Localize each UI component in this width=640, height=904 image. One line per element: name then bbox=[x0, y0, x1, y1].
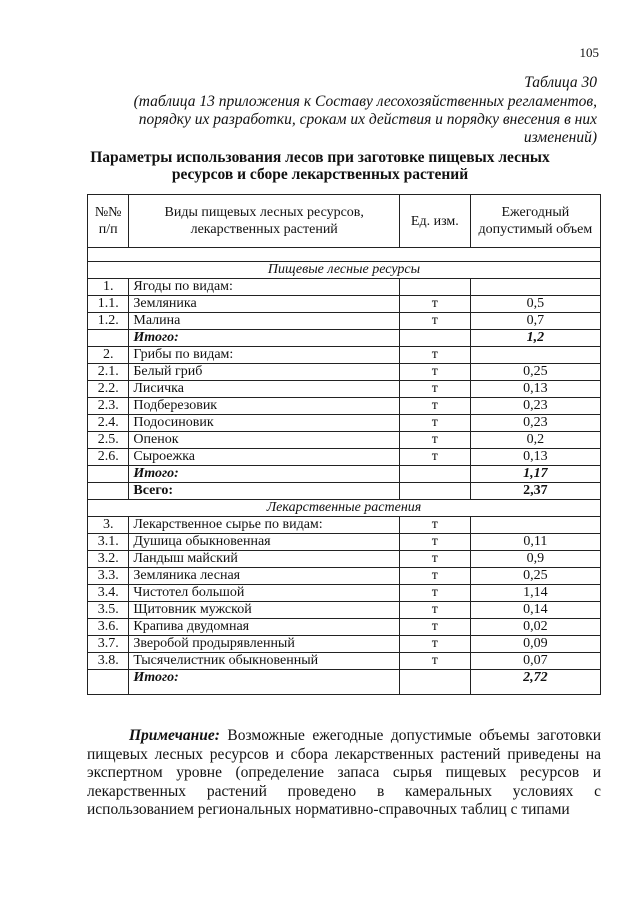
row-unit: т bbox=[400, 296, 471, 313]
row-name: Подберезовик bbox=[129, 398, 400, 415]
row-name: Лисичка bbox=[129, 381, 400, 398]
row-name: Малина bbox=[129, 313, 400, 330]
row-value: 0,2 bbox=[470, 432, 600, 449]
row-name: Подосиновик bbox=[129, 415, 400, 432]
row-unit: т bbox=[400, 517, 471, 534]
table-row bbox=[88, 364, 601, 381]
section-row bbox=[88, 262, 601, 279]
row-unit: т bbox=[400, 568, 471, 585]
table-row bbox=[88, 517, 601, 534]
table-subtitle: (таблица 13 приложения к Составу лесохозяйственных регламентов, порядку их разработки, срокам их действия и порядку внесения в них изменений) bbox=[133, 93, 597, 146]
row-unit: т bbox=[400, 602, 471, 619]
row-number bbox=[88, 466, 129, 483]
page-title bbox=[90, 149, 550, 183]
row-name: Земляника bbox=[129, 296, 400, 313]
row-value: 1,17 bbox=[470, 466, 600, 483]
header-unit: Ед. изм. bbox=[400, 195, 471, 248]
row-value: 0,23 bbox=[470, 415, 600, 432]
row-name: Итого: bbox=[129, 330, 400, 347]
row-name: Ягоды по видам: bbox=[129, 279, 400, 296]
row-number: 2.3. bbox=[88, 398, 129, 415]
row-number: 2. bbox=[88, 347, 129, 364]
row-value: 0,14 bbox=[470, 602, 600, 619]
row-number: 2.1. bbox=[88, 364, 129, 381]
row-name: Душица обыкновенная bbox=[129, 534, 400, 551]
row-unit: т bbox=[400, 415, 471, 432]
table-row bbox=[88, 602, 601, 619]
row-name: Грибы по видам: bbox=[129, 347, 400, 364]
table-row bbox=[88, 551, 601, 568]
row-number: 1.2. bbox=[88, 313, 129, 330]
row-unit bbox=[400, 466, 471, 483]
table-row bbox=[88, 313, 601, 330]
row-value: 2,72 bbox=[470, 670, 600, 695]
header-volume: Ежегодный допустимый объем bbox=[470, 195, 600, 248]
row-name: Ландыш майский bbox=[129, 551, 400, 568]
row-value: 0,07 bbox=[470, 653, 600, 670]
title-line: Параметры использования лесов при заготовке пищевых лесных bbox=[90, 149, 550, 166]
row-unit bbox=[400, 330, 471, 347]
row-value bbox=[470, 347, 600, 364]
table-row bbox=[88, 585, 601, 602]
row-value: 0,23 bbox=[470, 398, 600, 415]
title-line: ресурсов и сборе лекарственных растений bbox=[171, 166, 469, 183]
row-number: 3.1. bbox=[88, 534, 129, 551]
blank-cell bbox=[88, 248, 601, 262]
page-number: 105 bbox=[579, 45, 599, 60]
table-row bbox=[88, 534, 601, 551]
row-number: 3. bbox=[88, 517, 129, 534]
row-name: Итого: bbox=[129, 466, 400, 483]
section-row bbox=[88, 500, 601, 517]
row-number: 1.1. bbox=[88, 296, 129, 313]
row-value: 0,5 bbox=[470, 296, 600, 313]
row-unit: т bbox=[400, 636, 471, 653]
row-number: 3.5. bbox=[88, 602, 129, 619]
row-name: Зверобой продырявленный bbox=[129, 636, 400, 653]
row-unit bbox=[400, 670, 471, 695]
table-header-row bbox=[88, 195, 601, 248]
row-number: 3.8. bbox=[88, 653, 129, 670]
row-value: 0,11 bbox=[470, 534, 600, 551]
row-name: Всего: bbox=[129, 483, 400, 500]
resources-table bbox=[87, 194, 601, 695]
row-number: 3.2. bbox=[88, 551, 129, 568]
row-value: 0,13 bbox=[470, 381, 600, 398]
section-title: Лекарственные растения bbox=[88, 500, 601, 517]
row-unit: т bbox=[400, 432, 471, 449]
row-value bbox=[470, 517, 600, 534]
table-row bbox=[88, 381, 601, 398]
row-unit: т bbox=[400, 653, 471, 670]
header-num: №№ п/п bbox=[88, 195, 129, 248]
row-unit: т bbox=[400, 619, 471, 636]
row-name: Земляника лесная bbox=[129, 568, 400, 585]
table-row bbox=[88, 466, 601, 483]
row-value: 0,9 bbox=[470, 551, 600, 568]
table-row bbox=[88, 279, 601, 296]
row-number bbox=[88, 483, 129, 500]
table-row bbox=[88, 296, 601, 313]
row-name: Белый гриб bbox=[129, 364, 400, 381]
row-value: 1,14 bbox=[470, 585, 600, 602]
row-unit: т bbox=[400, 449, 471, 466]
table-row bbox=[88, 415, 601, 432]
table-body bbox=[88, 248, 601, 695]
blank-row bbox=[88, 248, 601, 262]
row-number: 2.2. bbox=[88, 381, 129, 398]
row-number bbox=[88, 670, 129, 695]
row-value: 0,09 bbox=[470, 636, 600, 653]
row-value: 0,13 bbox=[470, 449, 600, 466]
row-unit: т bbox=[400, 313, 471, 330]
table-number: Таблица 30 bbox=[524, 74, 597, 91]
row-unit: т bbox=[400, 585, 471, 602]
row-name: Сыроежка bbox=[129, 449, 400, 466]
row-number: 3.4. bbox=[88, 585, 129, 602]
row-number: 2.5. bbox=[88, 432, 129, 449]
section-title: Пищевые лесные ресурсы bbox=[88, 262, 601, 279]
row-unit: т bbox=[400, 551, 471, 568]
row-unit bbox=[400, 279, 471, 296]
row-value: 0,25 bbox=[470, 364, 600, 381]
row-name: Щитовник мужской bbox=[129, 602, 400, 619]
row-unit: т bbox=[400, 347, 471, 364]
row-name: Лекарственное сырье по видам: bbox=[129, 517, 400, 534]
row-name: Чистотел большой bbox=[129, 585, 400, 602]
table-row bbox=[88, 568, 601, 585]
row-number: 1. bbox=[88, 279, 129, 296]
table-row bbox=[88, 636, 601, 653]
row-unit: т bbox=[400, 364, 471, 381]
note-paragraph bbox=[87, 727, 601, 820]
row-unit: т bbox=[400, 398, 471, 415]
row-unit: т bbox=[400, 534, 471, 551]
row-value: 0,25 bbox=[470, 568, 600, 585]
table-row bbox=[88, 432, 601, 449]
table-row bbox=[88, 483, 601, 500]
row-unit: т bbox=[400, 381, 471, 398]
table-row bbox=[88, 653, 601, 670]
row-unit bbox=[400, 483, 471, 500]
row-value: 0,02 bbox=[470, 619, 600, 636]
row-value: 2,37 bbox=[470, 483, 600, 500]
row-number: 3.6. bbox=[88, 619, 129, 636]
row-name: Итого: bbox=[129, 670, 400, 695]
note-label: Примечание: bbox=[129, 727, 220, 744]
row-name: Опенок bbox=[129, 432, 400, 449]
row-value: 0,7 bbox=[470, 313, 600, 330]
table-row bbox=[88, 398, 601, 415]
header-name: Виды пищевых лесных ресурсов, лекарственных растений bbox=[129, 195, 400, 248]
row-value: 1,2 bbox=[470, 330, 600, 347]
row-value bbox=[470, 279, 600, 296]
table-row bbox=[88, 330, 601, 347]
note-text: Возможные ежегодные допустимые объемы заготовки пищевых лесных ресурсов и сбора лекарственных растений приведены на экспертном уровне (определение запаса сырья пищевых ресурсов и лекарственных растений проведено в камеральных условиях с использованием региональных нормативно-справочных таблиц с типами bbox=[87, 727, 601, 818]
row-number: 3.3. bbox=[88, 568, 129, 585]
row-number: 3.7. bbox=[88, 636, 129, 653]
table-row bbox=[88, 347, 601, 364]
row-number bbox=[88, 330, 129, 347]
table-row bbox=[88, 670, 601, 695]
table-row bbox=[88, 449, 601, 466]
row-number: 2.6. bbox=[88, 449, 129, 466]
row-name: Крапива двудомная bbox=[129, 619, 400, 636]
table-row bbox=[88, 619, 601, 636]
row-name: Тысячелистник обыкновенный bbox=[129, 653, 400, 670]
row-number: 2.4. bbox=[88, 415, 129, 432]
